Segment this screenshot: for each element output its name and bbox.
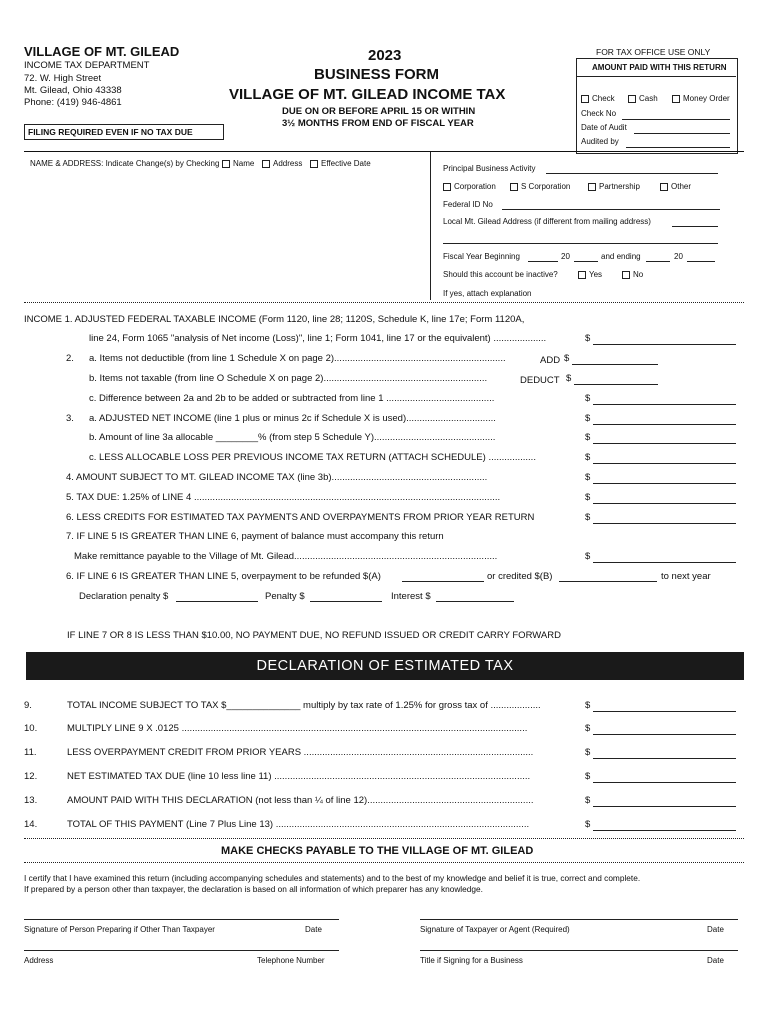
business-divider — [430, 152, 431, 300]
address-label: Address — [24, 956, 54, 965]
line-2-num: 2. — [66, 353, 74, 364]
decl-row-field[interactable] — [593, 734, 736, 735]
check-no-label: Check No — [581, 109, 617, 118]
form-subtitle: VILLAGE OF MT. GILEAD INCOME TAX — [229, 86, 506, 103]
preparer-signature-line[interactable] — [24, 919, 339, 920]
credited-label: or credited $(B) — [487, 571, 553, 582]
line-3b-field[interactable] — [593, 443, 736, 444]
taxpayer-date-label: Date — [707, 925, 724, 934]
fiscal-begin-year-field[interactable] — [574, 261, 598, 262]
checkbox-icon — [262, 160, 270, 168]
decl-row-field[interactable] — [593, 711, 736, 712]
filing-required-box — [24, 124, 224, 140]
line-5-dollar: $ — [585, 492, 591, 503]
decl-row-num: 11. — [24, 747, 37, 758]
decl-row-dollar: $ — [585, 819, 591, 830]
principal-activity-field[interactable] — [546, 173, 718, 174]
decl-row-label: NET ESTIMATED TAX DUE (line 10 less line 11) ................................................................................................. — [67, 771, 531, 782]
line-2b-field[interactable] — [574, 384, 658, 385]
line-7-dollar: $ — [585, 551, 591, 562]
filing-required-text: FILING REQUIRED EVEN IF NO TAX DUE — [28, 127, 193, 137]
checkbox-icon — [310, 160, 318, 168]
line-5-label: 5. TAX DUE: 1.25% of LINE 4 .................................................................................................................... — [66, 492, 501, 503]
check-no-field[interactable] — [622, 119, 730, 120]
min-amount-notice: IF LINE 7 OR 8 IS LESS THAN $10.00, NO PAYMENT DUE, NO REFUND ISSUED OR CREDIT CARRY FORWARD — [67, 630, 561, 641]
address-change-option[interactable]: Address — [262, 159, 302, 168]
fiscal-ending-label: and ending — [601, 252, 641, 261]
next-year-label: to next year — [661, 571, 711, 582]
village-name: VILLAGE OF MT. GILEAD — [24, 44, 180, 59]
local-address-field-2[interactable] — [443, 243, 718, 244]
line-3c-label: c. LESS ALLOCABLE LOSS PER PREVIOUS INCOME TAX RETURN (ATTACH SCHEDULE) .................. — [89, 452, 536, 463]
federal-id-label: Federal ID No — [443, 200, 493, 209]
line-5-field[interactable] — [593, 503, 736, 504]
interest-field[interactable] — [436, 601, 514, 602]
checkbox-icon — [622, 271, 630, 279]
form-year: 2023 — [368, 47, 402, 64]
telephone-label: Telephone Number — [257, 956, 325, 965]
line-6-dollar: $ — [585, 512, 591, 523]
refund-field[interactable] — [402, 581, 484, 582]
decl-row-num: 14. — [24, 819, 38, 830]
cash-option[interactable]: Cash — [628, 94, 658, 103]
name-change-option[interactable]: Name — [222, 159, 254, 168]
money-order-option[interactable]: Money Order — [672, 94, 730, 103]
line-8-label: 6. IF LINE 6 IS GREATER THAN LINE 5, overpayment to be refunded $(A) — [66, 571, 381, 582]
inactive-explain: If yes, attach explanation — [443, 289, 532, 298]
line-2c-field[interactable] — [593, 404, 736, 405]
check-option[interactable]: Check — [581, 94, 615, 103]
decl-row-label: TOTAL INCOME SUBJECT TO TAX $______________ multiply by tax rate of 1.25% for gross tax of ................... — [67, 700, 541, 711]
interest-label: Interest $ — [391, 591, 431, 602]
line-6-label: 6. LESS CREDITS FOR ESTIMATED TAX PAYMENTS AND OVERPAYMENTS FROM PRIOR YEAR RETURN — [66, 512, 535, 523]
checkbox-icon — [222, 160, 230, 168]
other-option[interactable]: Other — [660, 182, 691, 191]
decl-row-dollar: $ — [585, 700, 591, 711]
decl-row-dollar: $ — [585, 771, 591, 782]
local-address-field[interactable] — [672, 226, 718, 227]
declaration-penalty-field[interactable] — [176, 601, 258, 602]
inactive-yes-option[interactable]: Yes — [578, 270, 602, 279]
name-address-label: NAME & ADDRESS: Indicate Change(s) by Checking — [30, 159, 220, 168]
corporation-option[interactable]: Corporation — [443, 182, 496, 191]
decl-row-field[interactable] — [593, 830, 736, 831]
fiscal-end-field[interactable] — [646, 261, 670, 262]
line-3c-field[interactable] — [593, 463, 736, 464]
street: 72. W. High Street — [24, 73, 102, 84]
declaration-penalty-label: Declaration penalty $ — [79, 591, 169, 602]
line-7-label: 7. IF LINE 5 IS GREATER THAN LINE 6, payment of balance must accompany this return — [66, 531, 444, 542]
line-2c-dollar: $ — [585, 393, 591, 404]
line-1-cont: line 24, Form 1065 "analysis of Net income (Loss)", line 1; Form 1041, line 17 or the equivalent) .................... — [89, 333, 547, 344]
fiscal-year-begin-label: Fiscal Year Beginning — [443, 252, 520, 261]
inactive-no-option[interactable]: No — [622, 270, 643, 279]
line-2a-field[interactable] — [572, 364, 658, 365]
checkbox-icon — [581, 95, 589, 103]
penalty-label: Penalty $ — [265, 591, 305, 602]
decl-row-num: 12. — [24, 771, 38, 782]
line-3a-dollar: $ — [585, 413, 591, 424]
penalty-field[interactable] — [310, 601, 382, 602]
taxpayer-signature-label: Signature of Taxpayer or Agent (Required) — [420, 925, 570, 934]
certification-line1: I certify that I have examined this return (including accompanying schedules and statements) and to the best of my knowledge and belief it is true, correct and complete. — [24, 873, 641, 883]
decl-row-field[interactable] — [593, 758, 736, 759]
s-corporation-option[interactable]: S Corporation — [510, 182, 570, 191]
title-label: Title if Signing for a Business — [420, 956, 523, 965]
add-label: ADD — [540, 355, 561, 366]
principal-activity-label: Principal Business Activity — [443, 164, 536, 173]
decl-row-dollar: $ — [585, 747, 591, 758]
decl-row-field[interactable] — [593, 782, 736, 783]
line-2b-label: b. Items not taxable (from line O Schedule X on page 2).............................................................. — [89, 373, 488, 384]
checkbox-icon — [660, 183, 668, 191]
line-2c-label: c. Difference between 2a and 2b to be added or subtracted from line 1 ......................................... — [89, 393, 495, 404]
line-4-label: 4. AMOUNT SUBJECT TO MT. GILEAD INCOME TAX (line 3b)........................................................... — [66, 472, 488, 483]
checkbox-icon — [443, 183, 451, 191]
checkbox-icon — [628, 95, 636, 103]
line-4-field[interactable] — [593, 483, 736, 484]
effective-date-option[interactable]: Effective Date — [310, 159, 371, 168]
declaration-header: DECLARATION OF ESTIMATED TAX — [26, 652, 744, 680]
checkbox-icon — [672, 95, 680, 103]
form-title: BUSINESS FORM — [314, 66, 440, 83]
decl-row-label: TOTAL OF THIS PAYMENT (Line 7 Plus Line 13) ................................................................................................ — [67, 819, 530, 830]
due-date-line1: DUE ON OR BEFORE APRIL 15 OR WITHIN — [282, 106, 476, 117]
decl-row-label: MULTIPLY LINE 9 X .0125 ................................................................................................................................... — [67, 723, 528, 734]
fiscal-end-year-field[interactable] — [687, 261, 715, 262]
line-7-remit: Make remittance payable to the Village of Mt. Gilead............................................................................. — [74, 551, 498, 562]
title-date-label: Date — [707, 956, 724, 965]
line-6-field[interactable] — [593, 523, 736, 524]
line-3a-field[interactable] — [593, 424, 736, 425]
line-1-field[interactable] — [593, 344, 736, 345]
local-address-label: Local Mt. Gilead Address (if different from mailing address) — [443, 217, 651, 226]
audited-by-field[interactable] — [626, 147, 730, 148]
line-4-dollar: $ — [585, 472, 591, 483]
checkbox-icon — [510, 183, 518, 191]
line-3-num: 3. — [66, 413, 74, 424]
phone: Phone: (419) 946-4861 — [24, 97, 122, 108]
decl-row-num: 13. — [24, 795, 38, 806]
line-2a-label: a. Items not deductible (from line 1 Schedule X on page 2)................................................................. — [89, 353, 506, 364]
preparer-date-label: Date — [305, 925, 322, 934]
line-2a-dollar: $ — [564, 353, 570, 364]
line-2b-dollar: $ — [566, 373, 572, 384]
checkbox-icon — [588, 183, 596, 191]
taxpayer-signature-line[interactable] — [420, 919, 738, 920]
address-line[interactable] — [24, 950, 339, 951]
city: Mt. Gilead, Ohio 43338 — [24, 85, 122, 96]
line-3a-label: a. ADJUSTED NET INCOME (line 1 plus or minus 2c if Schedule X is used).................................. — [89, 413, 496, 424]
certification-line2: If prepared by a person other than taxpayer, the declaration is based on all information of which preparer has any knowledge. — [24, 884, 483, 894]
fiscal-begin-field[interactable] — [528, 261, 558, 262]
line-1-dollar: $ — [585, 333, 591, 344]
line-1-label: INCOME 1. ADJUSTED FEDERAL TAXABLE INCOME (Form 1120, line 28; 1120S, Schedule K, line 17e; Form 1120A, — [24, 314, 525, 325]
decl-row-num: 10. — [24, 723, 38, 734]
due-date-line2: 3½ MONTHS FROM END OF FISCAL YEAR — [282, 118, 474, 129]
line-7-field[interactable] — [593, 562, 736, 563]
line-3c-dollar: $ — [585, 452, 591, 463]
office-use-title: FOR TAX OFFICE USE ONLY — [596, 47, 711, 57]
credited-field[interactable] — [559, 581, 657, 582]
date-audit-label: Date of Audit — [581, 123, 627, 132]
preparer-signature-label: Signature of Person Preparing if Other Than Taxpayer — [24, 925, 215, 934]
decl-row-label: LESS OVERPAYMENT CREDIT FROM PRIOR YEARS ....................................................................................... — [67, 747, 534, 758]
amount-paid-label: AMOUNT PAID WITH THIS RETURN — [592, 63, 727, 72]
decl-row-dollar: $ — [585, 795, 591, 806]
decl-row-num: 9. — [24, 700, 32, 711]
deduct-label: DEDUCT — [520, 375, 560, 386]
fiscal-end-century: 20 — [674, 252, 683, 261]
decl-row-field[interactable] — [593, 806, 736, 807]
partnership-option[interactable]: Partnership — [588, 182, 640, 191]
line-3b-dollar: $ — [585, 432, 591, 443]
federal-id-field[interactable] — [502, 209, 720, 210]
decl-row-dollar: $ — [585, 723, 591, 734]
title-line[interactable] — [420, 950, 738, 951]
checks-payable-note: MAKE CHECKS PAYABLE TO THE VILLAGE OF MT. GILEAD — [221, 845, 534, 857]
inactive-question: Should this account be inactive? — [443, 270, 558, 279]
audited-by-label: Audited by — [581, 137, 619, 146]
date-audit-field[interactable] — [634, 133, 730, 134]
fiscal-begin-century: 20 — [561, 252, 570, 261]
dept-name: INCOME TAX DEPARTMENT — [24, 60, 150, 71]
line-3b-label: b. Amount of line 3a allocable ________% (from step 5 Schedule Y).............................................. — [89, 432, 496, 443]
checkbox-icon — [578, 271, 586, 279]
decl-row-label: AMOUNT PAID WITH THIS DECLARATION (not less than ¼ of line 12)............................................................... — [67, 795, 534, 806]
